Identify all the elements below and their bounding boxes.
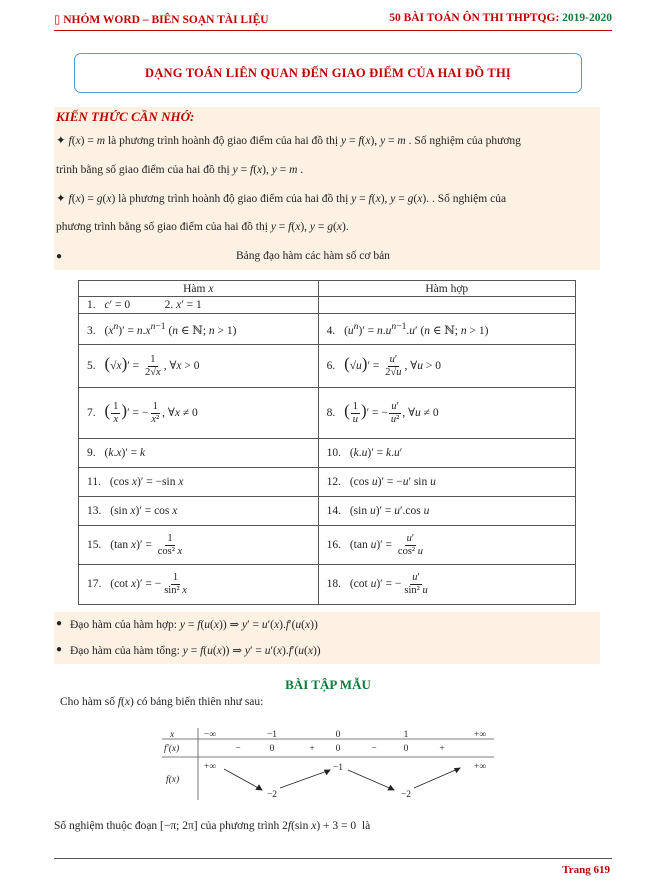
table-caption: Bảng đạo hàm các hàm số cơ bản [236, 250, 390, 262]
rule-sum-row: ● Đạo hàm của hàm tổng: y = f(u(x)) ⇒ y′ = u′(x).f′(u(x)) [54, 638, 600, 664]
page-number: Trang 619 [562, 864, 610, 876]
footer-divider [54, 858, 612, 859]
vt-f-value: −2 [400, 790, 412, 800]
table-row: 11. (cos x)′ = −sin x 12. (cos u)′ = −u′ sin u [79, 468, 576, 497]
vt-arrow-down-1 [224, 769, 262, 790]
knowledge-box [54, 107, 600, 270]
vt-derivative-sign: 0 [403, 744, 409, 754]
knowledge-line-3: ✦ f(x) = g(x) là phương trình hoành độ giao điểm của hai đồ thị y = f(x), y = g(x). . Số nghiệm của [56, 193, 507, 205]
vt-f-label: f(x) [166, 775, 180, 785]
rule-sum-label: Đạo hàm của hàm tổng: [70, 645, 180, 657]
variation-table [162, 728, 494, 800]
rule-composite-row: ● Đạo hàm của hàm hợp: y = f(u(x)) ⇒ y′ = u′(x).f′(u(x)) [54, 612, 600, 638]
table-header-composite: Hàm hợp [318, 281, 575, 297]
vt-arrow-down-2 [348, 770, 394, 790]
table-row: 3. $(x^n)' = n.x^{n-1}$ (n ∈ ℕ; n > 1) 4. $(u^n)' = n.u^{n-1}.u'$ (n ∈ ℕ; n > 1) [79, 314, 576, 345]
knowledge-line-2: trình bằng số giao điểm của hai đồ thị y = f(x), y = m . [56, 164, 304, 176]
table-row: 13. (sin x)′ = cos x 14. (sin u)′ = u′.cos u [79, 497, 576, 526]
vt-x-value: −1 [266, 730, 278, 740]
section-title-box [74, 53, 582, 93]
vt-x-value: 0 [335, 730, 341, 740]
vt-f-value: −2 [266, 790, 278, 800]
table-row: 1. c′ = 0 2. x′ = 1 [79, 297, 576, 314]
header-right: 50 BÀI TOÁN ÔN THI THPTQG: 2019-2020 [389, 12, 612, 24]
vt-derivative-sign: 0 [335, 744, 341, 754]
table-row: 17. (cot x)′ = − $\frac{1}{\text{sin² x}}$ 18. (cot u)′ = − $\frac{u'}{\text{sin² u}}$ [79, 565, 576, 605]
vt-x-value: 1 [403, 730, 409, 740]
vt-derivative-sign: − [371, 744, 377, 754]
vt-f-value: +∞ [473, 762, 487, 772]
table-row: 7. ( $\frac{1}{x}$ )′ = − $\frac{1}{\text{x²}}$ , ∀x ≠ 0 8. ( $\frac{1}{u}$ )′ = − $\frac{u'}{\text{u²}}$ , ∀u ≠ 0 [79, 388, 576, 439]
vt-f-value: +∞ [203, 762, 217, 772]
bullet-icon: ● [56, 644, 63, 655]
exercise-question: Cho hàm số f(x) có bảng biến thiên như sau: [60, 696, 264, 708]
knowledge-line-1: ✦ f(x) = m là phương trình hoành độ giao điểm của hai đồ thị y = f(x), y = m . Số nghiệm của phương [56, 135, 521, 147]
table-row: 15. (tan x)′ = $\frac{1}{\text{cos² x}}$ 16. (tan u)′ = $\frac{u'}{\text{cos² u}}$ [79, 526, 576, 565]
vt-derivative-sign: + [439, 744, 445, 754]
header-mark: ▯ [54, 14, 64, 26]
vt-x-value: −∞ [203, 730, 217, 740]
knowledge-heading: KIẾN THỨC CẦN NHỚ: [56, 109, 195, 124]
knowledge-line-4: phương trình bằng số giao điểm của hai đồ thị y = f(x), y = g(x). [56, 221, 349, 233]
vt-derivative-sign: − [235, 744, 241, 754]
header-year: 2019-2020 [562, 12, 612, 24]
derivative-table [78, 280, 576, 605]
vt-x-value: +∞ [473, 730, 487, 740]
vt-derivative-sign: 0 [269, 744, 275, 754]
vt-x-label: x [170, 730, 175, 740]
vt-derivative-sign: + [309, 744, 315, 754]
vt-arrow-up-1 [280, 770, 330, 788]
bullet-icon: ● [56, 618, 63, 629]
table-row: 5. (√x)′ = $\frac{1}{2√x}$ , ∀x > 0 6. (√u)′ = $\frac{u'}{2√u}$ , ∀u > 0 [79, 345, 576, 388]
vt-f-value: −1 [332, 763, 344, 773]
table-header-basic: Hàm x [79, 281, 319, 297]
exercise-bottom-question: Số nghiệm thuộc đoạn [−π; 2π] của phương trình 2f(sin x) + 3 = 0 là [54, 820, 371, 832]
rule-composite-label: Đạo hàm của hàm hợp: [70, 619, 177, 631]
vt-arrow-up-2 [414, 768, 460, 788]
vt-derivative-label: f′(x) [164, 744, 180, 754]
exercise-heading: BÀI TẬP MẪU [285, 677, 371, 692]
header-divider [54, 30, 612, 31]
bullet-icon: ● [56, 251, 63, 262]
table-row: 9. (k.x)′ = k 10. (k.u)′ = k.u′ [79, 439, 576, 468]
header-left: ▯ NHÓM WORD – BIÊN SOẠN TÀI LIỆU [54, 14, 269, 26]
section-title: DẠNG TOÁN LIÊN QUAN ĐẾN GIAO ĐIỂM CỦA HAI ĐỒ THỊ [145, 65, 511, 80]
